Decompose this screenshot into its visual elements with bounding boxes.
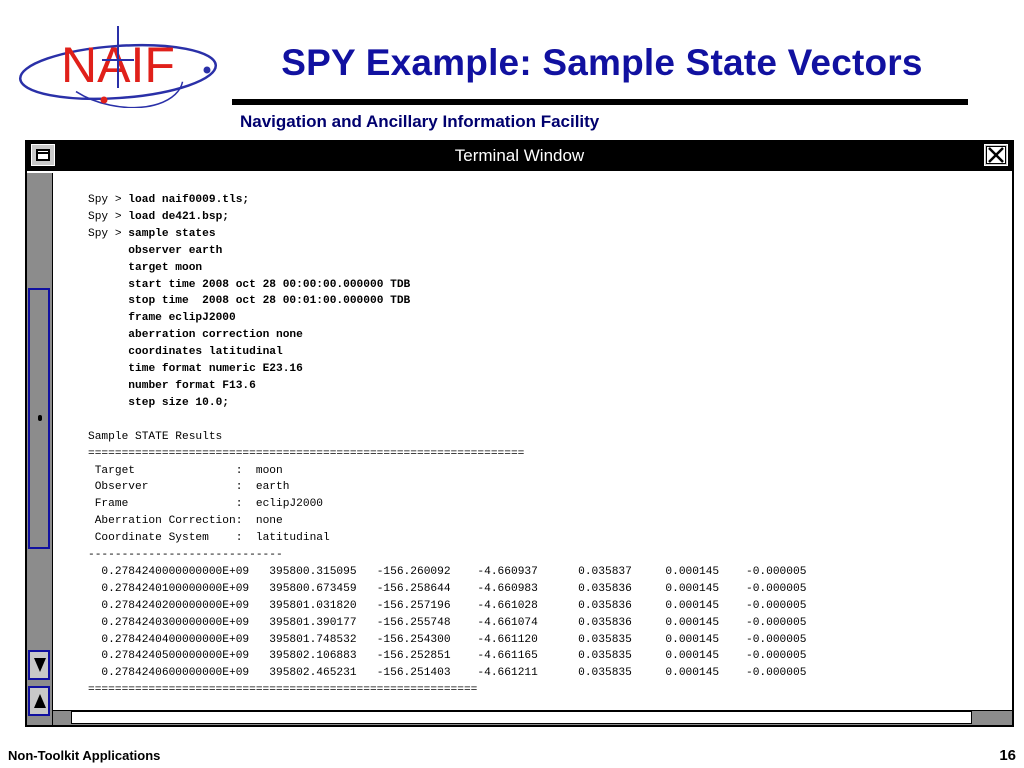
state-cell: 0.2784240200000000E+09: [88, 599, 250, 612]
header-line: Frame : eclipJ2000: [88, 498, 323, 511]
state-cell: -4.660983: [450, 582, 538, 595]
logo-text: NAIF: [61, 37, 175, 93]
state-cell: -4.661074: [450, 616, 538, 629]
state-cell: 395802.106883: [249, 650, 357, 663]
vertical-scrollbar[interactable]: [27, 173, 53, 725]
terminal-window: [25, 140, 1014, 727]
state-cell: -4.661120: [450, 633, 538, 646]
scroll-left-area[interactable]: [53, 711, 70, 724]
state-row: [88, 583, 806, 595]
state-cell: -4.661165: [450, 650, 538, 663]
slide-subtitle: Navigation and Ancillary Information Facility: [240, 112, 600, 131]
state-cell: -4.661028: [450, 599, 538, 612]
state-row: [88, 600, 806, 612]
state-cell: 0.000145: [631, 667, 720, 680]
header-line: Observer : earth: [88, 481, 290, 494]
state-cell: 0.035835: [537, 667, 632, 680]
state-cell: 0.000145: [631, 650, 720, 663]
header-value: none: [255, 515, 283, 528]
header-line: Coordinate System : latitudinal: [88, 532, 330, 545]
header-label: Frame: [88, 498, 129, 511]
header-rule: -----------------------------: [88, 549, 283, 562]
state-cell: -0.000005: [719, 599, 807, 612]
terminal-output: [88, 192, 806, 699]
option-line: start time 2008 oct 28 00:00:00.000000 TDB: [128, 278, 411, 291]
footer-section: Non-Toolkit Applications: [8, 748, 161, 763]
results-title: Sample STATE Results: [88, 430, 223, 443]
state-cell: 0.2784240500000000E+09: [88, 650, 250, 663]
option-line: time format numeric E23.16: [128, 363, 303, 376]
state-cell: 0.000145: [631, 565, 720, 578]
state-cell: 395801.031820: [249, 599, 357, 612]
results-rule: =================================================================: [88, 447, 525, 460]
scroll-up-button[interactable]: [28, 686, 50, 716]
state-cell: 0.035836: [537, 582, 632, 595]
state-cell: 395801.390177: [249, 616, 357, 629]
state-cell: -156.254300: [356, 633, 451, 646]
header-label: Coordinate System: [88, 532, 209, 545]
state-cell: -0.000005: [719, 667, 807, 680]
thumb-grip: [38, 415, 42, 421]
state-cell: -4.660937: [450, 565, 538, 578]
state-cell: 395800.315095: [249, 565, 357, 578]
option-line: target moon: [128, 261, 203, 274]
state-cell: 0.2784240300000000E+09: [88, 616, 250, 629]
state-cell: 395802.465231: [249, 667, 357, 680]
arrow-down-icon: [33, 657, 47, 673]
state-row: [88, 566, 806, 578]
state-cell: 395801.748532: [249, 633, 357, 646]
state-cell: 0.2784240400000000E+09: [88, 633, 250, 646]
state-row: [88, 617, 806, 629]
results-header: [88, 465, 330, 545]
state-cell: -0.000005: [719, 565, 807, 578]
slide-title: SPY Example: Sample State Vectors: [281, 42, 923, 83]
state-cell: 0.2784240000000000E+09: [88, 565, 250, 578]
state-cell: -156.255748: [356, 616, 451, 629]
option-line: aberration correction none: [128, 329, 303, 342]
state-cell: 0.035836: [537, 616, 632, 629]
window-title: Terminal Window: [454, 146, 585, 165]
state-cell: -156.258644: [356, 582, 451, 595]
naif-orbit-logo: [14, 22, 226, 108]
header-label: Aberration Correction: [88, 515, 236, 528]
option-line: coordinates latitudinal: [128, 346, 283, 359]
state-cell: -0.000005: [719, 582, 807, 595]
horizontal-scrollbar[interactable]: [53, 710, 1012, 725]
terminal-content[interactable]: [53, 173, 1012, 711]
option-line: stop time 2008 oct 28 00:01:00.000000 TDB: [128, 295, 411, 308]
state-cell: 0.000145: [631, 633, 720, 646]
header-value: moon: [255, 464, 283, 477]
header-value: eclipJ2000: [255, 498, 323, 511]
scroll-right-area[interactable]: [971, 711, 1012, 724]
state-cell: -0.000005: [719, 650, 807, 663]
state-cell: 0.000145: [631, 616, 720, 629]
command-line: Spy > sample states: [88, 227, 216, 240]
scroll-down-button[interactable]: [28, 650, 50, 680]
header-label: Observer: [88, 481, 149, 494]
state-cell: 0.035837: [537, 565, 632, 578]
state-cell: -156.260092: [356, 565, 451, 578]
results-end-rule: ==========================================================: [88, 684, 478, 697]
state-cell: -156.251403: [356, 667, 451, 680]
header-line: Target : moon: [88, 464, 283, 477]
state-cell: -4.661211: [450, 667, 538, 680]
state-cell: 0.000145: [631, 582, 720, 595]
state-row: [88, 667, 806, 679]
state-cell: 0.035836: [537, 599, 632, 612]
state-cell: 395800.673459: [249, 582, 357, 595]
option-line: frame eclipJ2000: [128, 312, 236, 325]
state-cell: 0.2784240100000000E+09: [88, 582, 250, 595]
results-table: [88, 566, 806, 679]
command-line: Spy > load de421.bsp;: [88, 210, 230, 223]
header-line: Aberration Correction: none: [88, 515, 283, 528]
state-cell: -0.000005: [719, 633, 807, 646]
page-number: 16: [999, 747, 1016, 764]
state-cell: -156.257196: [356, 599, 451, 612]
state-cell: -0.000005: [719, 616, 807, 629]
option-line: step size 10.0;: [128, 396, 230, 409]
window-titlebar[interactable]: [27, 142, 1012, 171]
header-value: earth: [255, 481, 290, 494]
state-cell: 0.000145: [631, 599, 720, 612]
state-cell: 0.035835: [537, 650, 632, 663]
close-icon: [986, 146, 1006, 164]
close-button[interactable]: [984, 144, 1008, 166]
state-row: [88, 634, 806, 646]
command-line: Spy > load naif0009.tls;: [88, 194, 250, 206]
horizontal-scroll-thumb[interactable]: [71, 711, 976, 724]
option-line: number format F13.6: [128, 379, 256, 392]
option-line: observer earth: [128, 244, 223, 257]
state-cell: -156.252851: [356, 650, 451, 663]
header-value: latitudinal: [255, 532, 330, 545]
header-label: Target: [88, 464, 135, 477]
state-cell: 0.2784240600000000E+09: [88, 667, 250, 680]
vertical-scroll-thumb[interactable]: [28, 288, 50, 549]
arrow-up-icon: [33, 693, 47, 709]
title-rule: [232, 99, 968, 105]
state-cell: 0.035835: [537, 633, 632, 646]
state-row: [88, 650, 806, 662]
